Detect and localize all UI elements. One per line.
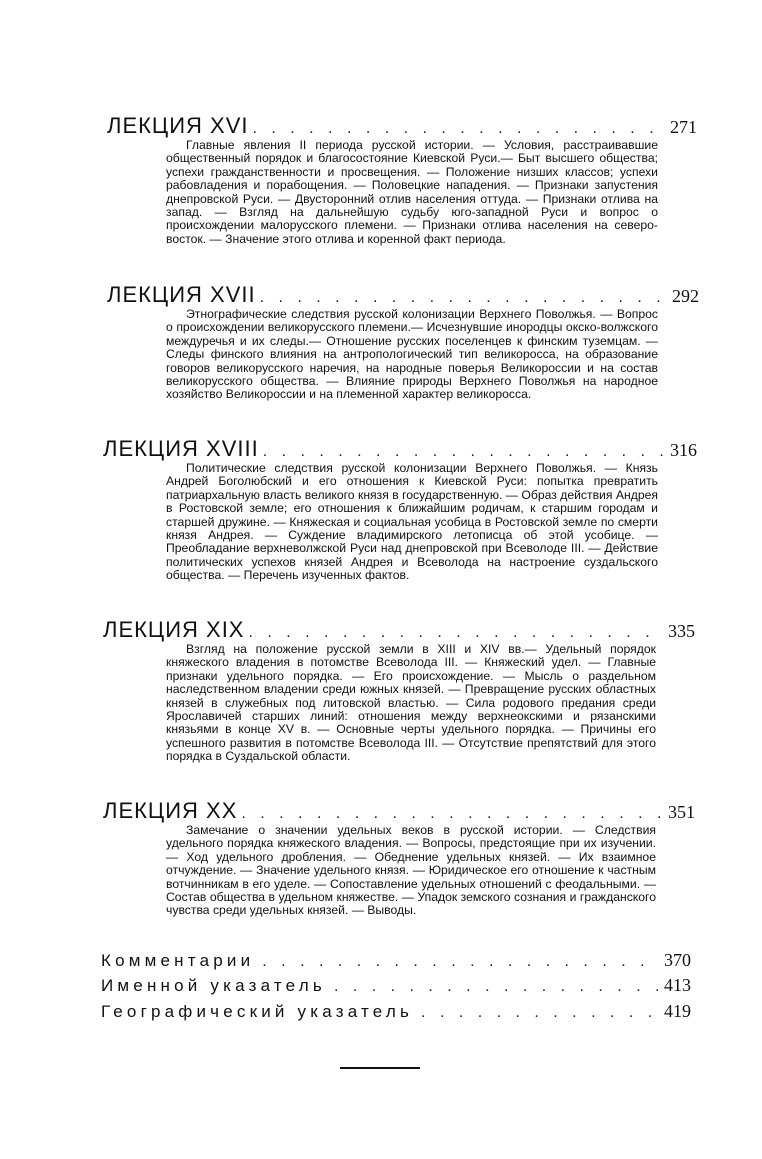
lecture-summary: Взгляд на положение русской земли в XIII и XIV вв.— Удельный порядок княжеского владения в потомстве Всеволода III. — Княжеский удел. — Главные признаки удельного порядка. — Его происхождение. — Мысль о раздельном наследственном владении среди южных князей. — Превращение русских областных князей в служебных под литовской властью. — Сила родового предания среди Ярославичей старших линий: отношения между верхнеокскими и рязанскими князьями в конце XV в. — Основные черты удельного порядка. — Причины его успешного развития в потомстве Всеволода III. — Отсутствие препятствий для этого порядка в Суздальской области.: [166, 642, 656, 764]
lecture-summary: Главные явления II периода русской истории. — Условия, расстраивавшие общественный порядок и благосостояние Киевской Руси.— Быт высшего общества; успехи гражданственности и просвещения. — Положение низших классов; успехи рабовладения и порабощения. — Половецкие нападения. — Признаки запустения днепровской Руси. — Двусторонний отлив населения оттуда. — Признаки отлива на запад. — Взгляд на дальнейшую судьбу юго-западной Руси и вопрос о происхождении малорусского племени. — Признаки отлива населения на северо-восток. — Значение этого отлива и коренной факт периода.: [166, 138, 658, 246]
toc-entry-lecture-16[interactable]: [107, 113, 697, 139]
lecture-title: ЛЕКЦИЯ XVI: [107, 113, 249, 138]
lecture-title: ЛЕКЦИЯ XVIII: [103, 436, 259, 461]
page-number: 316: [670, 440, 697, 460]
dot-leader: [260, 289, 666, 307]
closing-rule: [340, 1067, 420, 1069]
toc-entry-commentary[interactable]: [101, 950, 691, 971]
page-number: 335: [668, 621, 695, 641]
dot-leader: [263, 443, 664, 461]
toc-entry-lecture-19[interactable]: [103, 617, 695, 643]
back-matter-title: Комментарии: [101, 951, 255, 970]
lecture-title: ЛЕКЦИЯ XX: [103, 798, 238, 823]
page-number: 419: [664, 1001, 691, 1021]
page-number: 351: [668, 802, 695, 822]
toc-entry-lecture-20[interactable]: [103, 798, 695, 824]
toc-entry-lecture-18[interactable]: [103, 436, 697, 462]
lecture-summary: Политические следствия русской колонизации Верхнего Поволжья. — Князь Андрей Боголюбский и его отношения к Киевской Руси: попытка превратить патриархальную власть великого князя в государственную. — Образ действия Андрея в Ростовской земле; его отношения к ближайшим родичам, к старшим городам и старшей дружине. — Княжеская и социальная усобица в Ростовской земле по смерти князя Андрея. — Суждение владимирского летописца об этой усобице. — Преобладание верхневолжской Руси над днепровской при Всеволоде III. — Действие политических успехов князей Андрея и Всеволода на настроение суздальского общества. — Перечень изученных фактов.: [166, 461, 658, 583]
dot-leader: [262, 953, 658, 971]
dot-leader: [421, 1004, 658, 1022]
dot-leader: [241, 805, 662, 823]
dot-leader: [248, 624, 662, 642]
page-number: 271: [670, 117, 697, 137]
dot-leader: [252, 120, 664, 138]
page-number: 413: [664, 975, 691, 995]
back-matter-title: Географический указатель: [101, 1002, 414, 1021]
toc-entry-geographic-index[interactable]: [101, 1001, 691, 1022]
lecture-summary: Замечание о значении удельных веков в русской истории. — Следствия удельного порядка княжеского владения. — Вопросы, предстоящие при их изучении. — Ход удельного дробления. — Обеднение удельных князей. — Их взаимное отчуждение. — Значение удельного князя. — Юридическое его отношение к частным вотчинникам в его уделе. — Сопоставление удельных отношений с феодальными. — Состав общества в удельном княжестве. — Упадок земского сознания и гражданского чувства среди удельных князей. — Выводы.: [166, 823, 656, 918]
page-number: 370: [664, 950, 691, 970]
page-number: 292: [672, 286, 699, 306]
toc-entry-lecture-17[interactable]: [107, 282, 699, 308]
toc-entry-name-index[interactable]: [101, 975, 691, 996]
lecture-summary: Этнографические следствия русской колонизации Верхнего Поволжья. — Вопрос о происхождении великорусского племени.— Исчезнувшие инородцы окско-волжского междуречья и их следы.— Отношение русских поселенцев к финским туземцам. — Следы финского влияния на антропологический тип великоросса, на образование говоров великорусского наречия, на народные поверья Великороссии и на состав великорусского общества. — Влияние природы Верхнего Поволжья на народное хозяйство Великороссии и на племенной характер великоросса.: [166, 307, 658, 402]
lecture-title: ЛЕКЦИЯ XVII: [107, 282, 256, 307]
dot-leader: [334, 978, 658, 996]
lecture-title: ЛЕКЦИЯ XIX: [103, 617, 245, 642]
back-matter-title: Именной указатель: [101, 976, 326, 995]
